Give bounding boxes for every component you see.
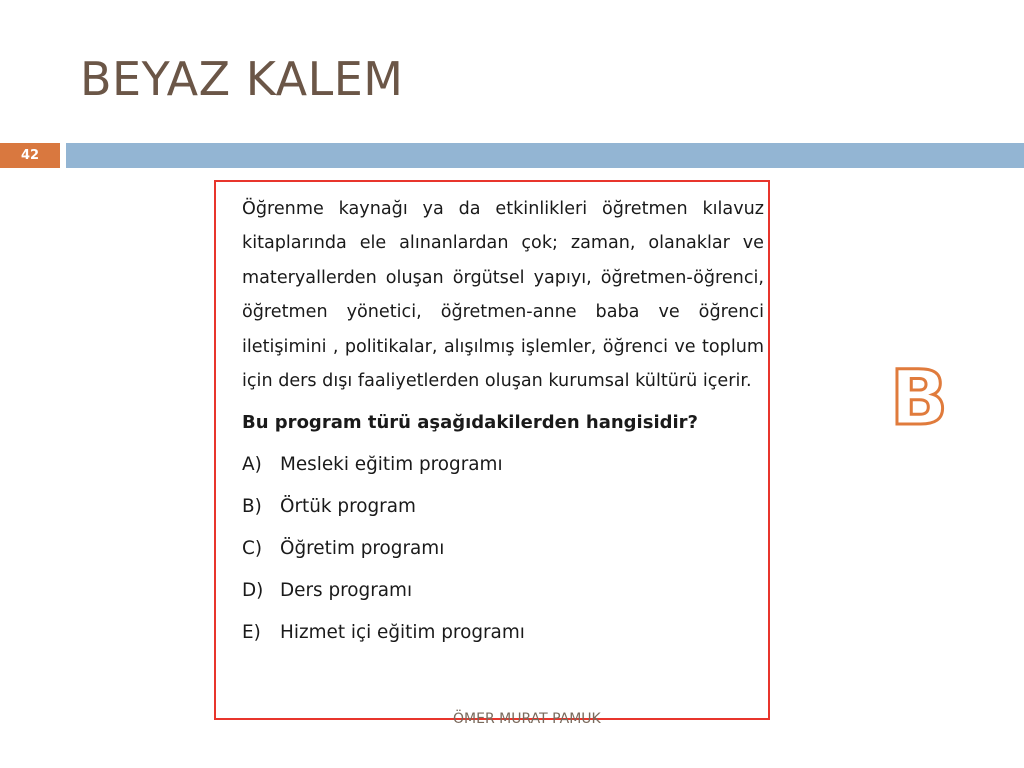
question-content <box>242 192 764 654</box>
option-d <box>242 570 764 612</box>
option-letter: E) <box>242 622 261 644</box>
option-text: Örtük program <box>280 496 416 518</box>
option-text: Öğretim programı <box>280 538 445 560</box>
option-letter: C) <box>242 538 263 560</box>
option-c <box>242 528 764 570</box>
title-divider-bar <box>66 143 1024 168</box>
option-text: Mesleki eğitim programı <box>280 454 503 476</box>
option-text: Hizmet içi eğitim programı <box>280 622 525 644</box>
option-letter: A) <box>242 454 262 476</box>
answer-letter: B <box>890 353 948 442</box>
option-e <box>242 612 764 654</box>
slide-title: BEYAZ KALEM <box>80 52 404 106</box>
option-a <box>242 444 764 486</box>
option-letter: D) <box>242 580 264 602</box>
question-stem: Öğrenme kaynağı ya da etkinlikleri öğretmen kılavuz kitaplarında ele alınanlardan çok; zaman, olanaklar ve materyallerden oluşan örgütsel yapıyı, öğretmen-öğrenci, öğretmen yönetici, öğretmen-anne baba ve öğrenci iletişimini , politikalar, alışılmış işlemler, öğrenci ve toplum için ders dışı faaliyetlerden oluşan kurumsal kültürü içerir. <box>242 199 764 392</box>
option-text: Ders programı <box>280 580 413 602</box>
page-number-badge: 42 <box>0 143 60 168</box>
footer-author: ÖMER MURAT PAMUK <box>453 711 601 727</box>
option-b <box>242 486 764 528</box>
option-letter: B) <box>242 496 262 518</box>
question-prompt: Bu program türü aşağıdakilerden hangisidir? <box>242 412 698 434</box>
question-box <box>214 180 770 720</box>
